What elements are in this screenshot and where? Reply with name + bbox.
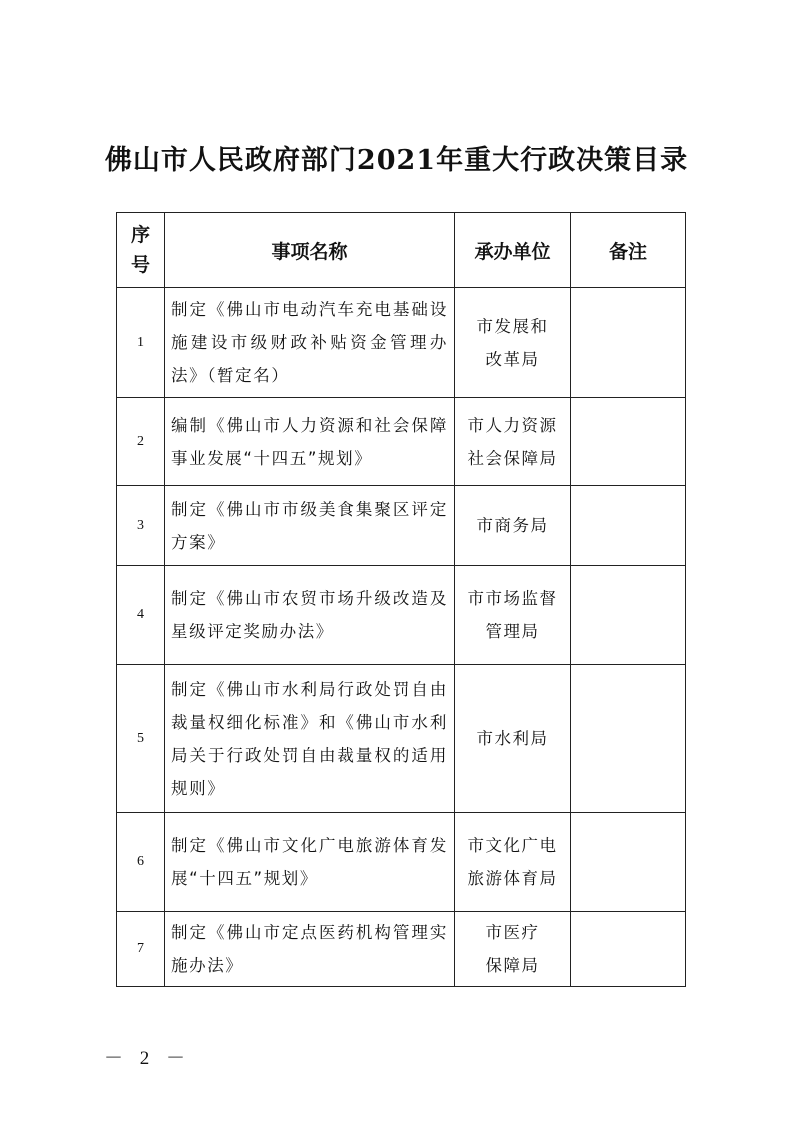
row-item-name: 编制《佛山市人力资源和社会保障事业发展“十四五”规划》 <box>165 398 455 486</box>
row-unit-line1: 市文化广电 <box>467 836 558 855</box>
header-serial-number <box>117 213 165 288</box>
row-number: 6 <box>117 813 165 912</box>
row-remark <box>571 566 686 665</box>
table-row <box>117 398 686 486</box>
row-unit-line1: 市发展和 <box>476 316 549 336</box>
row-unit <box>455 813 571 912</box>
row-unit <box>455 566 571 665</box>
header-remark: 备注 <box>571 213 686 288</box>
page-number: － 2 － <box>104 1048 192 1069</box>
row-item-name: 制定《佛山市市级美食集聚区评定方案》 <box>165 486 455 566</box>
row-item-name: 制定《佛山市文化广电旅游体育发展“十四五”规划》 <box>165 813 455 912</box>
row-unit-line1: 市人力资源 <box>467 415 558 435</box>
row-unit-line1: 市市场监督 <box>467 589 558 608</box>
row-unit <box>455 398 571 486</box>
row-remark <box>571 912 686 987</box>
row-unit <box>455 665 571 813</box>
header-serial-line2: 号 <box>130 254 150 276</box>
row-unit-line2: 改革局 <box>485 349 540 369</box>
row-number: 3 <box>117 486 165 566</box>
row-unit-line2: 保障局 <box>485 956 540 975</box>
row-remark <box>571 486 686 566</box>
row-unit <box>455 288 571 398</box>
table-row <box>117 813 686 912</box>
row-unit-line1: 市水利局 <box>476 729 549 748</box>
row-item-name: 制定《佛山市水利局行政处罚自由裁量权细化标准》和《佛山市水利局关于行政处罚自由裁量权的适用规则》 <box>165 665 455 813</box>
row-unit-line1: 市医疗 <box>485 923 540 942</box>
row-unit-line2: 管理局 <box>485 622 540 641</box>
row-remark <box>571 288 686 398</box>
row-remark <box>571 813 686 912</box>
table-row <box>117 486 686 566</box>
row-unit <box>455 486 571 566</box>
row-number: 7 <box>117 912 165 987</box>
row-unit-line2: 社会保障局 <box>467 448 558 468</box>
table-header-row <box>117 213 686 288</box>
table-row <box>117 912 686 987</box>
row-number: 5 <box>117 665 165 813</box>
header-responsible-unit: 承办单位 <box>455 213 571 288</box>
row-number: 4 <box>117 566 165 665</box>
row-item-name: 制定《佛山市定点医药机构管理实施办法》 <box>165 912 455 987</box>
header-item-name: 事项名称 <box>165 213 455 288</box>
row-item-name: 制定《佛山市农贸市场升级改造及星级评定奖励办法》 <box>165 566 455 665</box>
row-unit-line1: 市商务局 <box>476 516 549 535</box>
table-row <box>117 665 686 813</box>
row-remark <box>571 665 686 813</box>
row-remark <box>571 398 686 486</box>
row-item-name: 制定《佛山市电动汽车充电基础设施建设市级财政补贴资金管理办法》（暂定名） <box>165 288 455 398</box>
header-serial-line1: 序 <box>130 224 150 246</box>
row-number: 2 <box>117 398 165 486</box>
table-row <box>117 566 686 665</box>
row-number: 1 <box>117 288 165 398</box>
table-row <box>117 288 686 398</box>
row-unit <box>455 912 571 987</box>
page-title: 佛山市人民政府部门2021年重大行政决策目录 <box>104 145 689 176</box>
decision-catalog-table <box>116 212 686 987</box>
row-unit-line2: 旅游体育局 <box>467 869 558 888</box>
